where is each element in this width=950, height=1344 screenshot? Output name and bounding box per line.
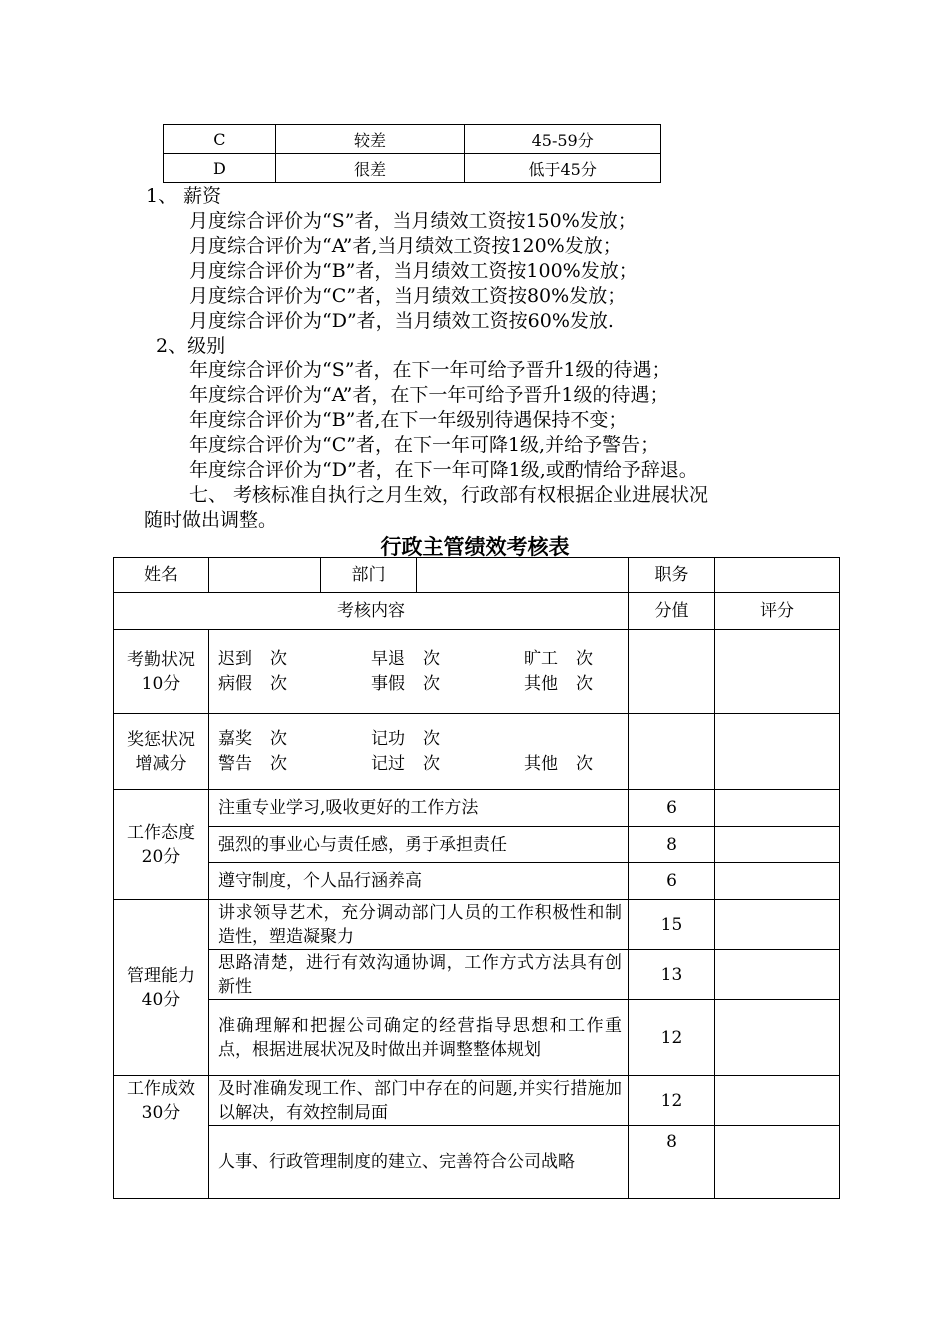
content-header: 考核内容: [114, 593, 629, 630]
table-row: [114, 558, 840, 593]
level-cell: 较差: [275, 125, 465, 154]
category-name: 工作态度: [127, 822, 195, 843]
category-cell: [114, 790, 209, 900]
table-row: [164, 154, 661, 183]
criterion-value: 8: [629, 1126, 715, 1199]
score-header: 评分: [715, 593, 840, 630]
attendance-item: 迟到: [218, 648, 252, 669]
criterion-value: 15: [629, 900, 715, 950]
category-points: 20分: [141, 846, 181, 867]
rewards-items: [209, 714, 629, 790]
range-cell: 45-59分: [465, 125, 661, 154]
criterion-text: 注重专业学习,吸收更好的工作方法: [209, 790, 629, 827]
attendance-item: 病假: [218, 673, 252, 694]
score-cell[interactable]: [715, 863, 840, 900]
range-cell: 低于45分: [465, 154, 661, 183]
score-cell[interactable]: [715, 1076, 840, 1126]
criterion-value: 8: [629, 827, 715, 863]
times-label: 次: [423, 753, 440, 774]
salary-line: 月度综合评价为“B”者，当月绩效工资按100%发放；: [189, 260, 638, 282]
criterion-text: 思路清楚，进行有效沟通协调，工作方式方法具有创新性: [209, 950, 629, 1000]
times-label: 次: [423, 673, 440, 694]
times-label: 次: [423, 728, 440, 749]
rewards-item: 记功: [371, 728, 405, 749]
table-row: [114, 714, 840, 790]
times-label: 次: [576, 648, 593, 669]
attendance-items: [209, 630, 629, 714]
category-name: 奖惩状况: [127, 729, 195, 750]
grade-table: [163, 124, 661, 183]
table-row: [114, 790, 840, 827]
criterion-text: 讲求领导艺术，充分调动部门人员的工作积极性和制造性，塑造凝聚力: [209, 900, 629, 950]
position-label: 职务: [629, 558, 715, 593]
page-title: 行政主管绩效考核表: [380, 535, 570, 559]
score-cell[interactable]: [715, 714, 840, 790]
criterion-value: 12: [629, 1000, 715, 1076]
grade-cell: D: [164, 154, 276, 183]
name-value-cell[interactable]: [209, 558, 321, 593]
criterion-value: 13: [629, 950, 715, 1000]
table-row: [114, 863, 840, 900]
score-cell[interactable]: [715, 900, 840, 950]
rewards-item: 其他: [524, 753, 558, 774]
table-row: [114, 593, 840, 630]
table-row: [114, 1126, 840, 1199]
clause-7-line: 随时做出调整。: [144, 509, 278, 531]
table-row: [114, 1000, 840, 1076]
times-label: 次: [270, 673, 287, 694]
category-name: 管理能力: [127, 965, 195, 986]
attendance-item: 事假: [371, 673, 405, 694]
criterion-value: 6: [629, 863, 715, 900]
score-cell[interactable]: [715, 827, 840, 863]
score-cell[interactable]: [715, 1000, 840, 1076]
table-row: [114, 900, 840, 950]
level-cell: 很差: [275, 154, 465, 183]
attendance-item: 其他: [524, 673, 558, 694]
times-label: 次: [270, 648, 287, 669]
times-label: 次: [270, 753, 287, 774]
criterion-value: 12: [629, 1076, 715, 1126]
points-header: 分值: [629, 593, 715, 630]
dept-value-cell[interactable]: [417, 558, 629, 593]
table-row: [114, 827, 840, 863]
category-name: 考勤状况: [127, 649, 195, 670]
rewards-item: 嘉奖: [218, 728, 252, 749]
criterion-text: 强烈的事业心与责任感，勇于承担责任: [209, 827, 629, 863]
clause-7-line: 七、 考核标准自执行之月生效，行政部有权根据企业进展状况: [189, 484, 709, 506]
category-cell: [114, 630, 209, 714]
times-label: 次: [423, 648, 440, 669]
criterion-text: 遵守制度，个人品行涵养高: [209, 863, 629, 900]
score-cell[interactable]: [715, 950, 840, 1000]
level-line: 年度综合评价为“S”者，在下一年可给予晋升1级的待遇；: [189, 359, 671, 381]
attendance-item: 旷工: [524, 648, 558, 669]
salary-line: 月度综合评价为“S”者，当月绩效工资按150%发放；: [189, 210, 637, 232]
category-points: 增减分: [135, 753, 187, 774]
score-cell[interactable]: [715, 790, 840, 827]
salary-line: 月度综合评价为“D”者，当月绩效工资按60%发放.: [189, 310, 614, 332]
times-label: 次: [270, 728, 287, 749]
level-line: 年度综合评价为“A”者，在下一年可给予晋升1级的待遇；: [189, 384, 669, 406]
criterion-text: 准确理解和把握公司确定的经营指导思想和工作重点，根据进展状况及时做出并调整整体规划: [209, 1000, 629, 1076]
criterion-value: 6: [629, 790, 715, 827]
criterion-text: 人事、行政管理制度的建立、完善符合公司战略: [209, 1126, 629, 1199]
rewards-item: 记过: [371, 753, 405, 774]
level-line: 年度综合评价为“B”者,在下一年级别待遇保持不变；: [189, 409, 628, 431]
category-points: 40分: [141, 989, 181, 1010]
table-row: [114, 1076, 840, 1126]
salary-line: 月度综合评价为“A”者,当月绩效工资按120%发放；: [189, 235, 622, 257]
name-label: 姓名: [114, 558, 209, 593]
level-line: 年度综合评价为“C”者，在下一年可降1级,并给予警告；: [189, 434, 660, 456]
category-name: 工作成效: [127, 1079, 195, 1099]
salary-heading: 1、 薪资: [146, 185, 222, 207]
times-label: 次: [576, 673, 593, 694]
assessment-table: [113, 557, 840, 1199]
times-label: 次: [576, 753, 593, 774]
grade-cell: C: [164, 125, 276, 154]
category-cell: [114, 1076, 209, 1199]
salary-line: 月度综合评价为“C”者，当月绩效工资按80%发放；: [189, 285, 627, 307]
table-row: [114, 950, 840, 1000]
dept-label: 部门: [321, 558, 417, 593]
score-cell[interactable]: [715, 630, 840, 714]
attendance-item: 早退: [371, 648, 405, 669]
level-heading: 2、级别: [156, 335, 226, 357]
rewards-item: 警告: [218, 753, 252, 774]
level-line: 年度综合评价为“D”者，在下一年可降1级,或酌情给予辞退。: [189, 459, 698, 481]
criterion-text: 及时准确发现工作、部门中存在的问题,并实行措施加以解决，有效控制局面: [209, 1076, 629, 1126]
category-cell: [114, 900, 209, 1076]
score-cell[interactable]: [715, 1126, 840, 1199]
points-cell: [629, 630, 715, 714]
table-row: [164, 125, 661, 154]
table-row: [114, 630, 840, 714]
category-points: 30分: [141, 1103, 181, 1123]
points-cell: [629, 714, 715, 790]
category-cell: [114, 714, 209, 790]
category-points: 10分: [141, 673, 181, 694]
position-value-cell[interactable]: [715, 558, 840, 593]
